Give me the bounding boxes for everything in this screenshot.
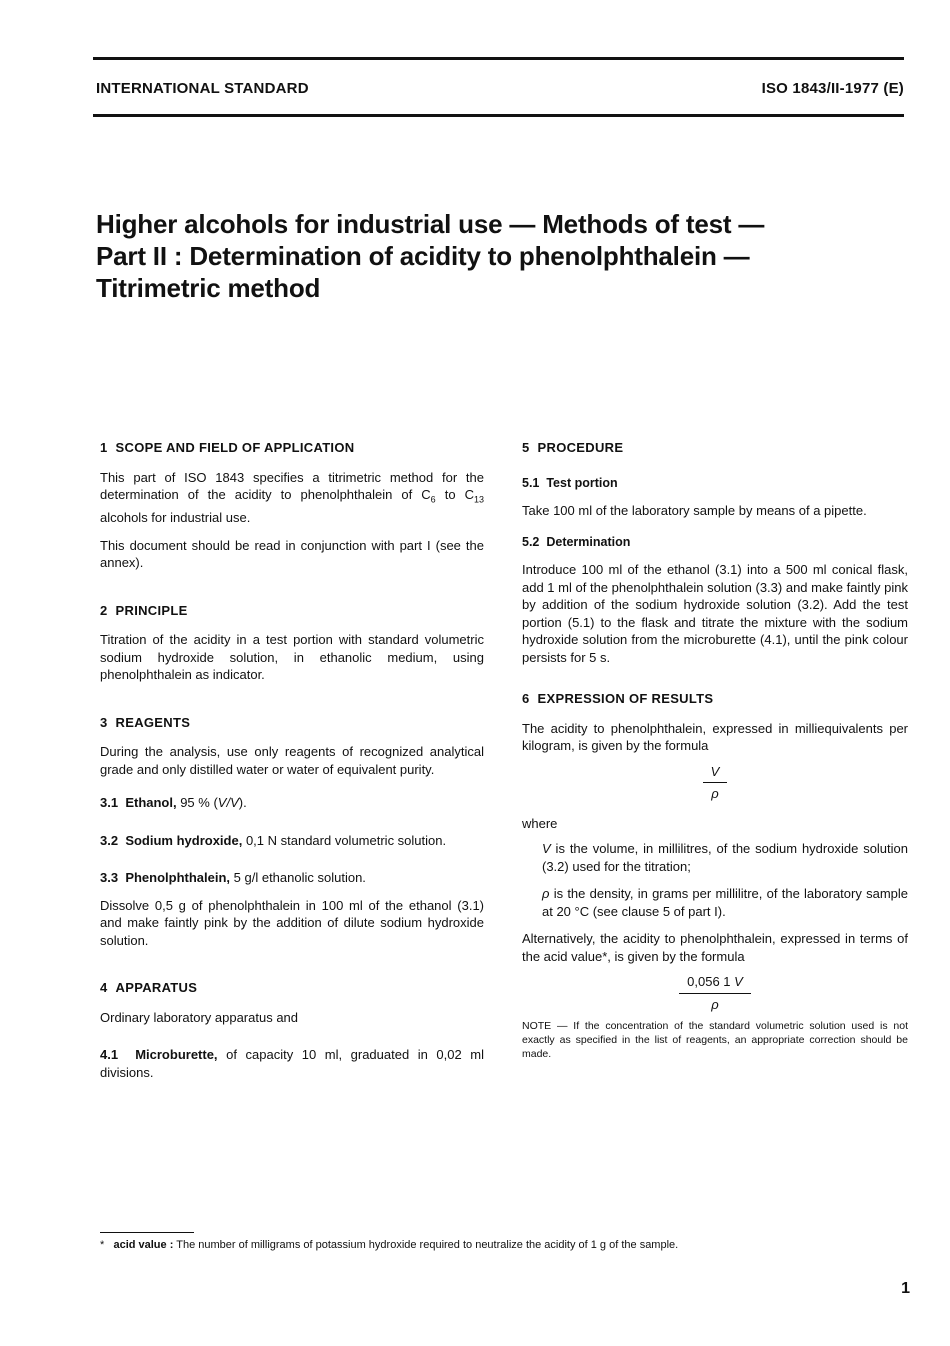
s1-p1-c: alcohols for industrial use. (100, 510, 251, 526)
footnote (100, 1239, 678, 1251)
subsection-5-1-title: Test portion (546, 475, 618, 490)
apparatus-4-1 (100, 1046, 484, 1081)
reagent-3-2 (100, 832, 484, 850)
section-6-title: EXPRESSION OF RESULTS (537, 691, 714, 706)
section-1-title: SCOPE AND FIELD OF APPLICATION (115, 440, 355, 455)
subsection-5-1-heading (522, 475, 908, 493)
reagent-3-1-number: 3.1 (100, 795, 119, 811)
reagent-3-1-name: Ethanol, (125, 795, 177, 811)
section-4-number: 4 (100, 980, 108, 996)
section-6-paragraph-1: The acidity to phenolphthalein, expressed in milliequivalents per kilogram, is given by the formula (522, 720, 908, 753)
reagent-3-3-number: 3.3 (100, 870, 119, 886)
document-title (96, 208, 764, 305)
subsection-5-1-text: Take 100 ml of the laboratory sample by means of a pipette. (522, 503, 867, 518)
section-3-paragraph-1: During the analysis, use only reagents of recognized analytical grade and only distilled water or water of equivalent purity. (100, 744, 484, 777)
s1-p1-b: to C (435, 487, 474, 502)
apparatus-4-1-number: 4.1 (100, 1047, 119, 1063)
reagent-3-3-text: 5 g/l ethanolic solution. (230, 870, 366, 886)
footnote-marker: * (100, 1239, 105, 1251)
formula-2-denominator: ρ (711, 996, 719, 1012)
section-3-number: 3 (100, 714, 108, 730)
formula-2-variable: V (734, 974, 743, 989)
footnote-text: The number of milligrams of potassium hydroxide required to neutralize the acidity of 1 g of the sample. (173, 1239, 679, 1251)
reagent-3-1 (100, 794, 484, 812)
section-2-title: PRINCIPLE (115, 602, 188, 618)
reagent-3-2-number: 3.2 (100, 832, 119, 848)
definition-v-symbol: V (542, 841, 551, 856)
section-1-number: 1 (100, 440, 108, 455)
reagent-3-2-name: Sodium hydroxide, (125, 832, 243, 848)
s1-p1-sub1: 6 (430, 494, 436, 505)
section-3-heading (100, 714, 484, 732)
section-1-heading (100, 439, 484, 457)
section-6-paragraph-2: Alternatively, the acidity to phenolphthalein, expressed in terms of the acid value*, is given by the formula (522, 931, 908, 964)
section-5-heading (522, 439, 908, 457)
definition-v (522, 840, 908, 875)
section-4-title: APPARATUS (115, 980, 198, 996)
subsection-5-2-title: Determination (546, 534, 631, 549)
apparatus-4-1-name: Microburette, (135, 1047, 218, 1063)
s1-p1-a: This part of ISO 1843 specifies a titrimetric method for the determination of the acidity to phenolphthalein of C (100, 469, 484, 502)
section-2-paragraph: Titration of the acidity in a test portion with standard volumetric sodium hydroxide solution, in ethanolic medium, using phenolphthalein as indicator. (100, 632, 484, 683)
formula-1 (522, 763, 908, 803)
formula-2-coefficient: 0,056 1 (687, 974, 735, 989)
section-2-number: 2 (100, 602, 108, 618)
reagent-3-1-text-a: 95 % ( (176, 795, 218, 811)
subsection-5-2-number: 5.2 (522, 534, 540, 549)
definition-rho (522, 885, 908, 920)
subsection-5-2-text: Introduce 100 ml of the ethanol (3.1) into a 500 ml conical flask, add 1 ml of the phenolphthalein solution (3.3) and make faintly pink by addition of the sodium hydroxide solution (3.2). Add the test portion (5.1) to the flask and titrate the mixture with the sodium hydroxide solution from the microburette (4.1), until the pink colour persists for 5 s. (522, 562, 908, 665)
reagent-3-1-text-b: ). (238, 795, 247, 811)
title-line-2: Part II : Determination of acidity to phenolphthalein — (96, 241, 750, 272)
title-line-1: Higher alcohols for industrial use — Methods of test — (96, 209, 765, 239)
section-6-number: 6 (522, 691, 530, 706)
section-6-heading (522, 690, 908, 708)
formula-1-denominator: ρ (711, 786, 719, 801)
definition-rho-symbol: ρ (542, 886, 550, 901)
subsection-5-2-heading (522, 534, 908, 552)
section-5-number: 5 (522, 440, 530, 455)
formula-1-numerator: V (703, 763, 728, 784)
definition-rho-text: is the density, in grams per millilitre, of the laboratory sample at 20 °C (see clause 5 of part I). (542, 886, 908, 919)
section-4-heading (100, 979, 484, 997)
section-1-paragraph-1 (100, 469, 484, 527)
page-number: 1 (901, 1280, 910, 1297)
reagent-3-3-name: Phenolphthalein, (125, 870, 231, 886)
definition-v-text: is the volume, in millilitres, of the sodium hydroxide solution (3.2) used for the titration; (542, 841, 908, 874)
footnote-term: acid value : (113, 1239, 174, 1251)
title-line-3: Titrimetric method (96, 273, 321, 304)
section-2-heading (100, 602, 484, 620)
reagent-3-2-text: 0,1 N standard volumetric solution. (242, 832, 447, 848)
left-column (100, 439, 484, 1095)
footnote-rule (100, 1232, 194, 1233)
right-column (522, 439, 908, 1061)
reagent-3-3 (100, 869, 484, 887)
subsection-5-1-number: 5.1 (522, 475, 540, 490)
note: NOTE — If the concentration of the standard volumetric solution used is not exactly as specified in the list of reagents, an appropriate correction should be made. (522, 1020, 908, 1060)
reagent-3-1-text-i: V/V (217, 795, 239, 811)
s1-p1-sub2: 13 (473, 494, 484, 505)
formula-2-numerator (679, 973, 751, 994)
section-4-paragraph: Ordinary laboratory apparatus and (100, 1009, 299, 1025)
section-3-title: REAGENTS (115, 714, 191, 730)
header-right: ISO 1843/II-1977 (E) (761, 80, 904, 97)
section-3-paragraph-2: Dissolve 0,5 g of phenolphthalein in 100 ml of the ethanol (3.1) and make faintly pink by the addition of dilute sodium hydroxide solution. (100, 897, 484, 948)
header-bottom-rule (93, 114, 904, 117)
apparatus-4-1-text: of capacity 10 ml, graduated in 0,02 ml divisions. (100, 1047, 485, 1080)
header-top-rule (93, 57, 904, 60)
section-5-title: PROCEDURE (537, 440, 624, 455)
where-label: where (522, 815, 558, 831)
formula-2 (522, 973, 908, 1013)
section-1-paragraph-2: This document should be read in conjunction with part I (see the annex). (100, 537, 484, 571)
header-left: INTERNATIONAL STANDARD (96, 80, 309, 97)
